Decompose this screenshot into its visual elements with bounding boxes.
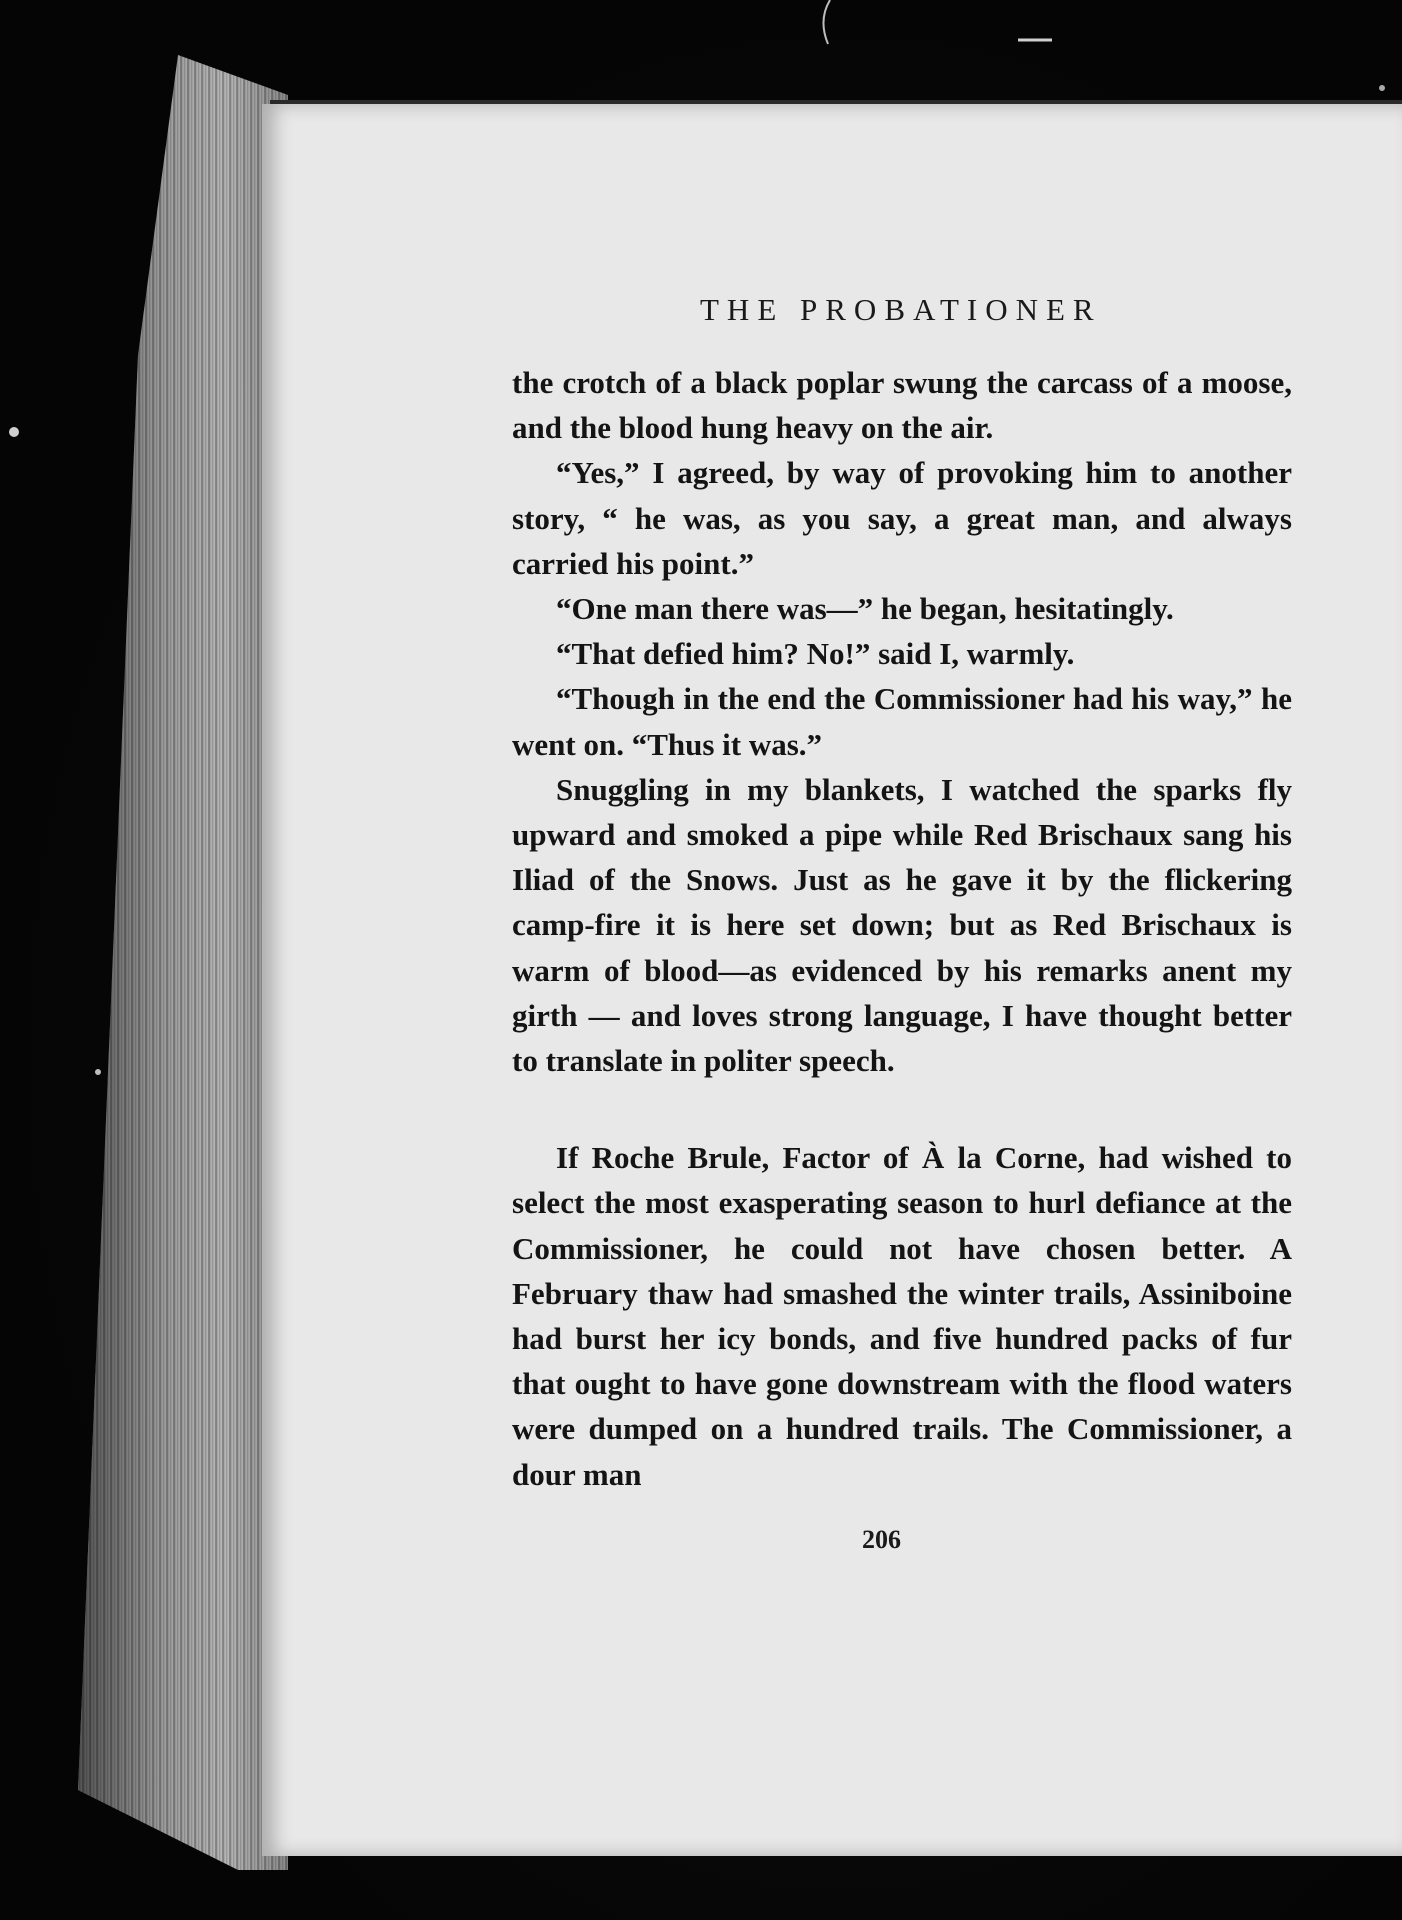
page-top-edge <box>270 100 1402 104</box>
scan-speck <box>95 1069 101 1075</box>
scan-speck <box>9 427 19 437</box>
running-head: THE PROBATIONER <box>700 292 1102 327</box>
scan-speck <box>1379 85 1385 91</box>
page-edges-shadow <box>78 55 288 1870</box>
paragraph: Snuggling in my blankets, I watched the sparks fly upward and smoked a pipe while Red Brischaux sang his Iliad of the Snows. Just as he gave it by the flickering camp-fire it is here set down; but as Red Brischaux is warm of blood—as evidenced by his remarks anent my girth — and loves strong language, I have thought better to translate in politer speech. <box>512 771 1292 1079</box>
paragraph-section-start: If Roche Brule, Factor of À la Corne, had wished to select the most exasperating season to hurl defiance at the Commissioner, he could not have chosen better. A February thaw had smashed the winter trails, Assiniboine had burst her icy bonds, and five hundred packs of fur that ought to have gone downstream with the flood waters were dumped on a hundred trails. The Commissioner, a dour man <box>512 1140 1292 1492</box>
paragraph: “One man there was—” he began, hesitatingly. <box>556 591 1174 627</box>
paragraph-continuation: the crotch of a black poplar swung the carcass of a moose, and the blood hung heavy on the air. <box>512 365 1292 446</box>
page-number: 206 <box>862 1525 901 1554</box>
scan-scratch <box>823 0 830 44</box>
paragraph: “Though in the end the Commissioner had his way,” he went on. “Thus it was.” <box>512 681 1292 762</box>
paragraph: “That defied him? No!” said I, warmly. <box>556 636 1075 672</box>
paragraph: “Yes,” I agreed, by way of provoking him to another story, “ he was, as you say, a great man, and always carried his point.” <box>512 455 1292 581</box>
body-text <box>512 360 1292 1497</box>
